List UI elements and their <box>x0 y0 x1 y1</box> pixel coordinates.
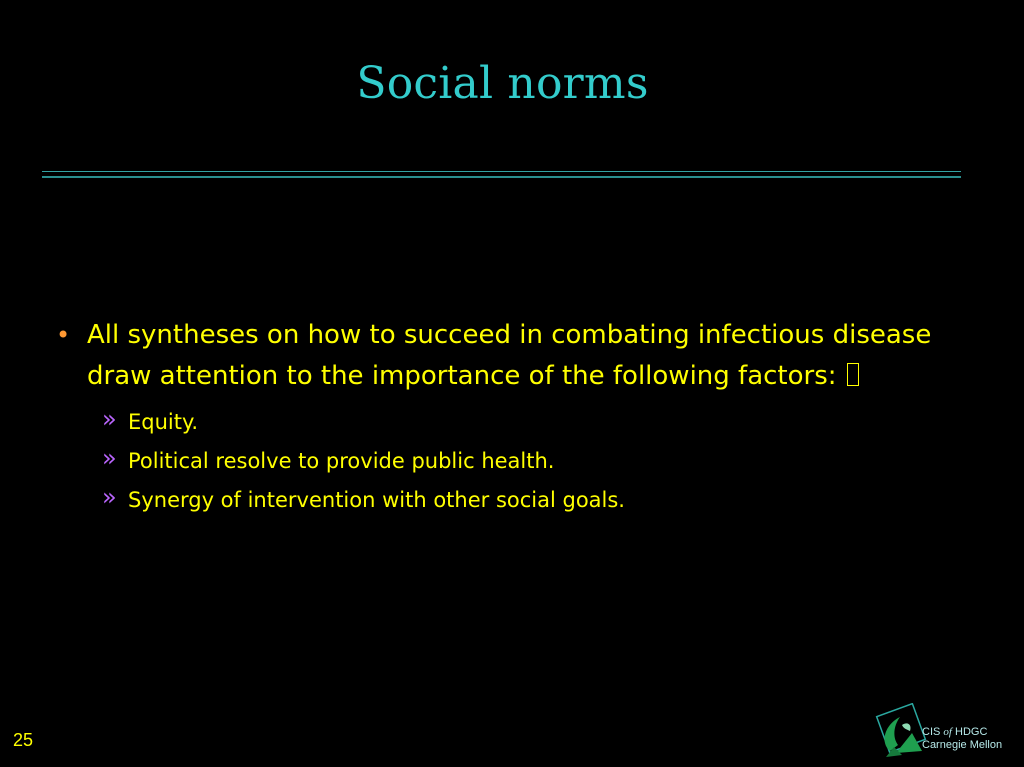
sub-item-text: Political resolve to provide public health. <box>128 449 555 473</box>
sub-item-political-resolve <box>102 442 954 481</box>
sub-marker-icon: » <box>102 483 117 511</box>
title-divider-bottom <box>42 176 961 178</box>
main-bullet-text: All syntheses on how to succeed in combating infectious disease draw attention to the importance of the following factors: <box>87 320 932 391</box>
cis-hdgc-logo-icon <box>872 703 928 763</box>
main-bullet <box>54 315 954 397</box>
sub-item-text: Synergy of intervention with other social goals. <box>128 488 625 512</box>
slide-body <box>54 315 954 520</box>
empty-glyph-box-icon <box>847 363 859 386</box>
bullet-marker: • <box>56 321 71 349</box>
page-number: 25 <box>13 730 34 750</box>
logo-line-2: Carnegie Mellon <box>922 739 1003 751</box>
sub-marker-icon: » <box>102 444 117 472</box>
title-divider-top <box>42 171 961 172</box>
sub-list <box>54 403 954 520</box>
sub-marker-icon: » <box>102 405 117 433</box>
logo-text <box>922 726 1002 752</box>
sub-item-synergy <box>102 481 954 520</box>
sub-item-equity <box>102 403 954 442</box>
sub-item-text: Equity. <box>128 410 199 434</box>
logo-line-1: CIS of HDGC <box>922 726 988 738</box>
slide-title: Social norms <box>356 58 649 109</box>
